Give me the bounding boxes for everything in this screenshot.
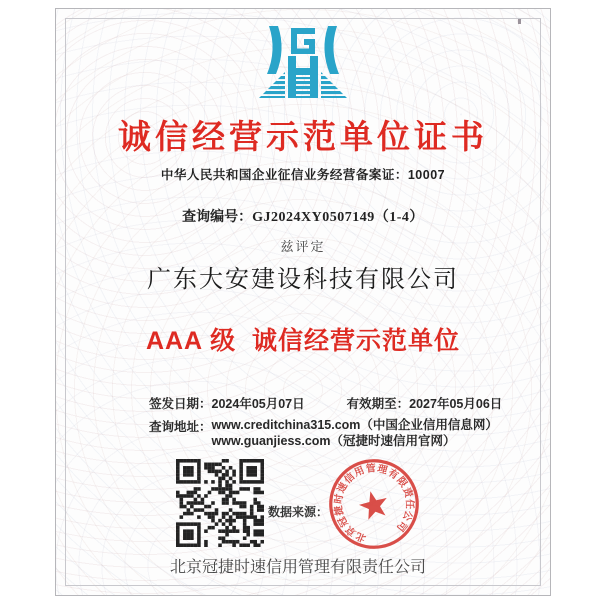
certificate-page xyxy=(55,8,551,596)
query-address-row xyxy=(149,417,498,449)
company-name: 广东大安建设科技有限公司 xyxy=(147,267,459,293)
hereby-label: 兹评定 xyxy=(280,239,326,254)
rating-line: AAA 级 诚信经营示范单位 xyxy=(145,327,461,355)
query-number-value: GJ2024XY0507149（1-4） xyxy=(252,210,424,225)
query-address-urls xyxy=(212,417,498,449)
qr-code xyxy=(176,459,264,547)
query-number-label: 查询编号： xyxy=(182,208,253,224)
seal-star-icon xyxy=(356,488,390,521)
valid-until-label: 有效期至： xyxy=(346,397,410,411)
inner-border-frame xyxy=(65,18,541,586)
data-source-label: 数据来源： xyxy=(268,505,329,519)
query-number-line xyxy=(56,206,550,226)
dates-row xyxy=(149,394,502,412)
certificate-title: 诚信经营示范单位证书 xyxy=(118,118,488,155)
valid-until-value: 2027年05月06日 xyxy=(409,397,503,411)
issue-date-label: 签发日期： xyxy=(149,397,212,411)
scan-speck-mark xyxy=(518,19,521,24)
gj-monogram-logo-icon xyxy=(255,26,351,102)
registration-line: 中华人民共和国企业征信业务经营备案证：10007 xyxy=(160,168,446,182)
red-company-seal-icon xyxy=(327,457,421,551)
seal-ring-text: 北京冠捷时速信用管理有限责任公司 xyxy=(333,463,415,544)
query-address-line2: www.guanjiess.com（冠捷时速信用官网） xyxy=(211,434,456,448)
issue-date-value: 2024年05月07日 xyxy=(211,397,305,411)
query-address-line1: www.creditchina315.com（中国企业信用信息网） xyxy=(211,418,498,432)
query-address-label: 查询地址： xyxy=(149,420,212,434)
issuer-name: 北京冠捷时速信用管理有限责任公司 xyxy=(169,559,426,576)
